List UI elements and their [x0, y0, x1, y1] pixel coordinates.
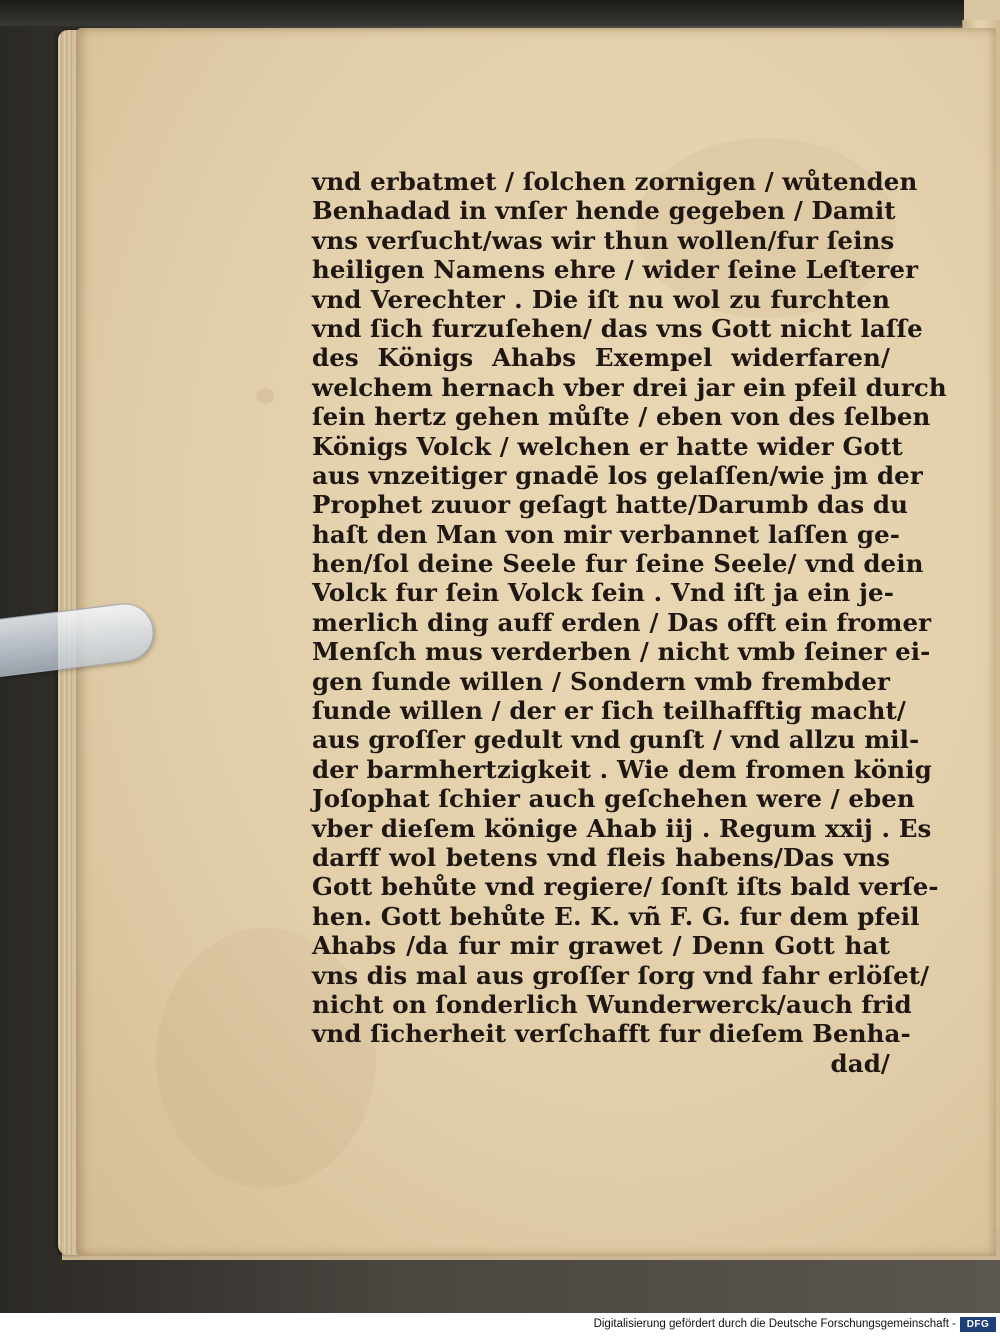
text-line: gen ſunde willen / Sondern vmb frembder — [312, 666, 890, 696]
text-line: Benhadad in vnſer hende gegeben / Damit — [312, 196, 896, 226]
scanner-background-top — [0, 0, 1000, 26]
text-line: aus vnzeitiger gnadē los gelaſſen/wie jm der — [312, 460, 923, 490]
text-line: heiligen Namens ehre / wider ſeine Leſterer — [312, 255, 919, 285]
text-line: vnd Verechter . Die iſt nu wol zu furchten — [312, 284, 890, 314]
text-line: Ahabs /da fur mir grawet / Denn Gott hat — [312, 931, 890, 961]
digitization-footer — [0, 1313, 1000, 1337]
page-text-block — [312, 167, 947, 1078]
text-line: vns verſucht/was wir thun wollen/fur ſeins — [312, 225, 895, 255]
text-line: nicht on ſonderlich Wunderwerck/auch frid — [312, 989, 912, 1019]
text-line: aus groſſer gedult vnd gunſt / vnd allzu mil- — [312, 725, 920, 755]
text-line: Königs Volck / welchen er hatte wider Gott — [312, 431, 903, 461]
text-line: vnd ſich furzuſehen/ das vns Gott nicht laſſe — [312, 313, 923, 343]
text-line: welchem hernach vber drei jar ein pfeil durch — [312, 372, 947, 402]
paper-stain — [256, 388, 274, 404]
text-line: hen. Gott behůte E. K. vñ F. G. fur dem pfeil — [312, 901, 920, 931]
text-line: hen/ſol deine Seele fur ſeine Seele/ vnd dein — [312, 549, 924, 579]
text-line: haſt den Man von mir verbannet laſſen ge- — [312, 519, 901, 549]
text-line: Prophet zuuor geſagt hatte/Darumb das du — [312, 490, 909, 520]
text-line: des Königs Ahabs Exempel widerfaren/ — [312, 343, 890, 373]
text-line: ſein hertz gehen můſte / eben von des ſelben — [312, 402, 931, 432]
text-line: Gott behůte vnd regiere/ ſonſt iſts bald verſe- — [312, 872, 939, 902]
text-line: ſunde willen / der er ſich teilhafftig macht/ — [312, 696, 906, 726]
text-line: vber dieſem könige Ahab iij . Regum xxij . Es — [312, 813, 932, 843]
text-line: dad/ — [830, 1048, 890, 1078]
text-line: Volck fur ſein Volck ſein . Vnd iſt ja ein je- — [312, 578, 894, 608]
text-line: Menſch mus verderben / nicht vmb ſeiner ei- — [312, 637, 931, 667]
text-line: der barmhertzigkeit . Wie dem fromen könig — [312, 754, 932, 784]
text-line: vnd ſicherheit verſchafft fur dieſem Benha- — [312, 1019, 911, 1049]
text-line: vns dis mal aus groſſer ſorg vnd fahr erlöſet/ — [312, 960, 930, 990]
text-line: vnd erbatmet / ſolchen zornigen / wůtenden — [312, 167, 918, 196]
text-line: merlich ding auff erden / Das offt ein fromer — [312, 607, 932, 637]
text-line: Joſophat ſchier auch geſchehen were / eben — [312, 784, 915, 814]
text-line: darff wol betens vnd fleis habens/Das vns — [312, 842, 890, 872]
dfg-logo: DFG — [960, 1317, 996, 1332]
funding-credit: Digitalisierung gefördert durch die Deutsche Forschungsgemeinschaft - — [593, 1318, 956, 1330]
